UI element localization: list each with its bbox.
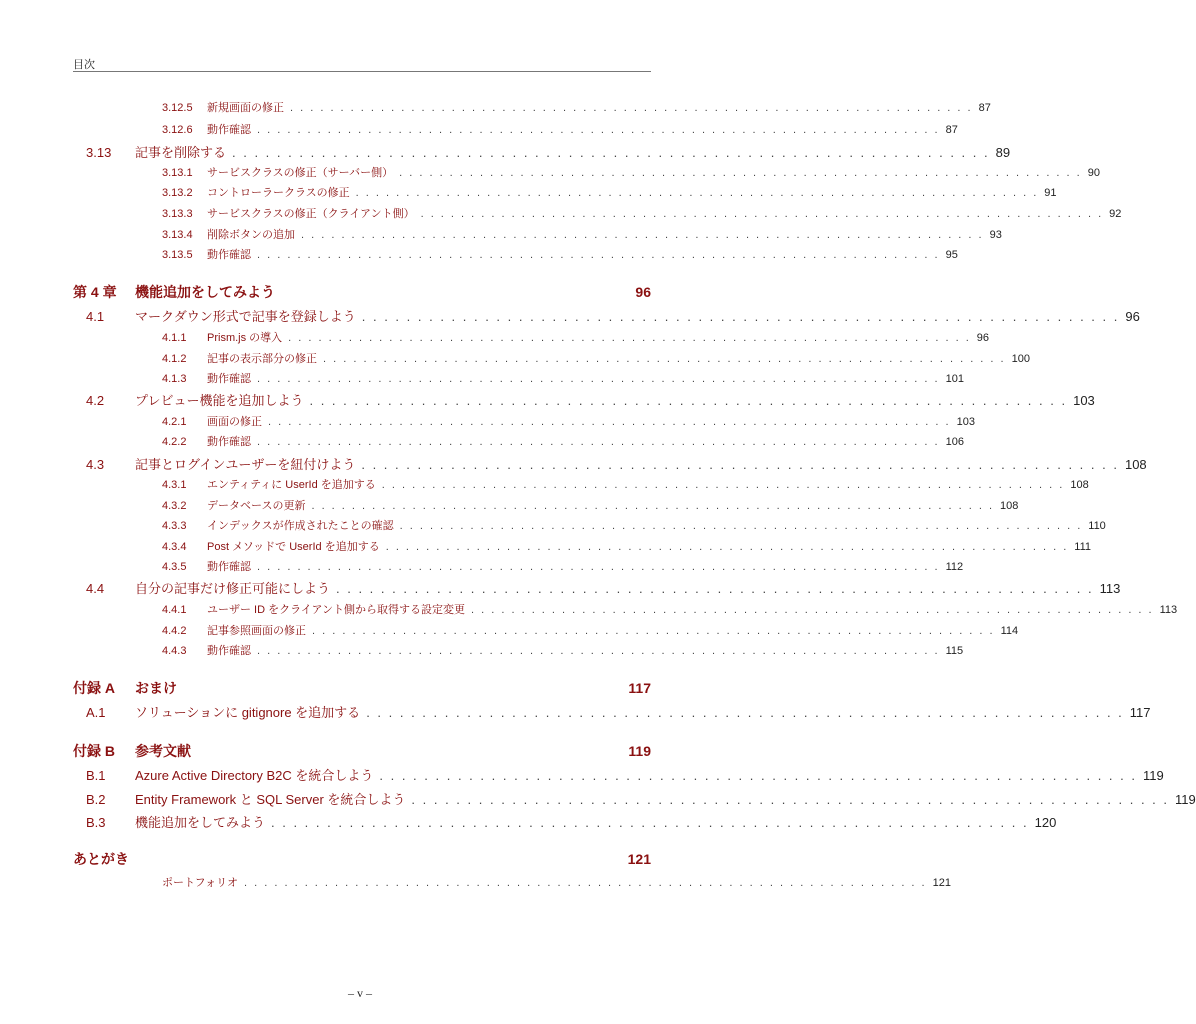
toc-entry[interactable] — [162, 558, 964, 574]
toc-page-number: 114 — [1000, 625, 1019, 637]
toc-page-number: 101 — [945, 373, 964, 385]
toc-number: 4.3.4 — [162, 541, 187, 553]
toc-title: Entity Framework と SQL Server を統合しよう — [135, 792, 406, 807]
toc-number: 付録 B — [73, 743, 115, 759]
toc-leader-dots: . . . . . . . . . . . . . . . . . . . . . . . . . . . . . . . . . . . . . . . . . . . . . . . . . . . . . . . . . . . . . . . . . . . . — [309, 393, 1068, 408]
toc-number: 3.12.6 — [162, 124, 193, 136]
toc-leader-dots: . . . . . . . . . . . . . . . . . . . . . . . . . . . . . . . . . . . . . . . . . . . . . . . . . . . . . . . . . . . . . . . . . . . . — [288, 332, 971, 344]
toc-number: 4.4 — [86, 581, 105, 596]
toc-entry[interactable] — [162, 413, 975, 429]
toc-title: データベースの更新 — [207, 500, 306, 512]
toc-title: おまけ — [135, 680, 177, 696]
toc-entry[interactable] — [162, 874, 951, 890]
toc-number: 3.12.5 — [162, 102, 193, 114]
toc-page-number: 90 — [1087, 167, 1100, 179]
toc-entry[interactable] — [162, 622, 1019, 638]
toc-leader-dots: . . . . . . . . . . . . . . . . . . . . . . . . . . . . . . . . . . . . . . . . . . . . . . . . . . . . . . . . . . . . . . . . . . . . — [399, 167, 1082, 179]
toc-entry[interactable] — [86, 812, 1057, 831]
toc-number: 3.13.3 — [162, 208, 193, 220]
toc-page-number: 103 — [1073, 393, 1095, 408]
toc-entry[interactable] — [162, 497, 1019, 513]
toc-entry[interactable] — [86, 142, 1011, 161]
toc-entry[interactable] — [86, 789, 1196, 808]
toc-entry[interactable] — [162, 601, 1178, 617]
toc-title: ソリューションに gitignore を追加する — [135, 705, 361, 720]
toc-number: 4.1 — [86, 309, 105, 324]
toc-title: 記事の表示部分の修正 — [207, 353, 317, 365]
toc-leader-dots: . . . . . . . . . . . . . . . . . . . . . . . . . . . . . . . . . . . . . . . . . . . . . . . . . . . . . . . . . . . . . . . . . . . . — [381, 479, 1065, 491]
toc-title: 参考文献 — [135, 743, 191, 759]
toc-leader-dots: . . . . . . . . . . . . . . . . . . . . . . . . . . . . . . . . . . . . . . . . . . . . . . . . . . . . . . . . . . . . . . . . . . . . — [312, 625, 995, 637]
toc-title: 動作確認 — [207, 561, 251, 573]
toc-leader-dots: . . . . . . . . . . . . . . . . . . . . . . . . . . . . . . . . . . . . . . . . . . . . . . . . . . . . . . . . . . . . . . . . . . . . — [257, 645, 940, 657]
toc-entry[interactable] — [162, 476, 1089, 492]
toc-number: 4.2.2 — [162, 436, 187, 448]
toc-leader-dots: . . . . . . . . . . . . . . . . . . . . . . . . . . . . . . . . . . . . . . . . . . . . . . . . . . . . . . . . . . . . . . . . . . . . — [420, 208, 1104, 220]
toc-number: 4.4.1 — [162, 604, 187, 616]
toc-entry[interactable] — [73, 849, 651, 869]
toc-number: 4.4.3 — [162, 645, 187, 657]
toc-leader-dots: . . . . . . . . . . . . . . . . . . . . . . . . . . . . . . . . . . . . . . . . . . . . . . . . . . . . . . . . . . . . . . . . . . . . — [257, 124, 940, 136]
toc-page-number: 108 — [1070, 479, 1089, 491]
toc-number: 4.3.2 — [162, 500, 187, 512]
toc-entry[interactable] — [162, 184, 1057, 200]
page-number: – v – — [348, 986, 372, 1000]
toc-title: 新規画面の修正 — [207, 102, 284, 114]
toc-page-number: 103 — [956, 416, 975, 428]
toc-title: エンティティに UserId を追加する — [207, 479, 376, 491]
toc-leader-dots: . . . . . . . . . . . . . . . . . . . . . . . . . . . . . . . . . . . . . . . . . . . . . . . . . . . . . . . . . . . . . . . . . . . . — [411, 792, 1170, 807]
toc-leader-dots: . . . . . . . . . . . . . . . . . . . . . . . . . . . . . . . . . . . . . . . . . . . . . . . . . . . . . . . . . . . . . . . . . . . . — [399, 520, 1083, 532]
toc-title: サービスクラスの修正（サーバー側） — [207, 167, 394, 179]
toc-title: 記事とログインユーザーを紐付けよう — [135, 457, 356, 472]
toc-page-number: 117 — [1129, 705, 1151, 720]
toc-number: 3.13.4 — [162, 229, 193, 241]
toc-page-number: 117 — [628, 680, 651, 696]
toc-page-number: 87 — [978, 102, 991, 114]
toc-number: B.1 — [86, 768, 106, 783]
toc-page-number: 108 — [1124, 457, 1147, 472]
toc-entry[interactable] — [73, 282, 651, 302]
toc-page-number: 113 — [1159, 604, 1178, 616]
toc-page-number: 111 — [1074, 541, 1092, 553]
toc-title: Prism.js の導入 — [207, 332, 283, 344]
toc-number: B.2 — [86, 792, 106, 807]
toc-leader-dots: . . . . . . . . . . . . . . . . . . . . . . . . . . . . . . . . . . . . . . . . . . . . . . . . . . . . . . . . . . . . . . . . . . . . — [355, 187, 1039, 199]
toc-entry[interactable] — [162, 205, 1122, 221]
toc-title: あとがき — [73, 851, 129, 867]
toc-title: 画面の修正 — [207, 416, 262, 428]
toc-page-number: 108 — [1000, 500, 1019, 512]
toc-page-number: 96 — [635, 284, 651, 300]
toc-entry[interactable] — [73, 678, 651, 698]
toc-page-number: 89 — [995, 145, 1011, 160]
toc-number: 4.1.3 — [162, 373, 187, 385]
toc-leader-dots: . . . . . . . . . . . . . . . . . . . . . . . . . . . . . . . . . . . . . . . . . . . . . . . . . . . . . . . . . . . . . . . . . . . . — [290, 102, 973, 114]
toc-leader-dots: . . . . . . . . . . . . . . . . . . . . . . . . . . . . . . . . . . . . . . . . . . . . . . . . . . . . . . . . . . . . . . . . . . . . — [366, 705, 1124, 720]
toc-page-number: 112 — [945, 561, 964, 573]
toc-number: 4.3.5 — [162, 561, 187, 573]
toc-title: Azure Active Directory B2C を統合しよう — [135, 768, 374, 783]
toc-entry[interactable] — [162, 517, 1106, 533]
toc-entry[interactable] — [162, 226, 1002, 242]
toc-title: 機能追加をしてみよう — [135, 815, 266, 830]
toc-entry[interactable] — [162, 350, 1030, 366]
toc-number: 4.3 — [86, 457, 105, 472]
toc-entry[interactable] — [73, 741, 651, 761]
toc-title: 記事を削除する — [135, 145, 227, 160]
toc-number: 3.13.5 — [162, 249, 193, 261]
toc-page-number: 119 — [628, 743, 651, 759]
toc-number: 3.13 — [86, 145, 112, 160]
toc-leader-dots: . . . . . . . . . . . . . . . . . . . . . . . . . . . . . . . . . . . . . . . . . . . . . . . . . . . . . . . . . . . . . . . . . . . . — [257, 249, 940, 261]
toc-page-number: 96 — [976, 332, 990, 344]
toc-number: 4.2.1 — [162, 416, 187, 428]
toc-entry[interactable] — [86, 702, 1151, 721]
toc-page-number: 119 — [1143, 768, 1164, 783]
toc-number: A.1 — [86, 705, 106, 720]
toc-entry[interactable] — [86, 578, 1121, 597]
toc-number: 4.1.2 — [162, 353, 187, 365]
toc-leader-dots: . . . . . . . . . . . . . . . . . . . . . . . . . . . . . . . . . . . . . . . . . . . . . . . . . . . . . . . . . . . . . . . . . . . . — [385, 541, 1069, 553]
toc-entry[interactable] — [86, 390, 1095, 409]
toc-title: 動作確認 — [207, 124, 251, 136]
toc-page-number: 113 — [1099, 581, 1121, 596]
toc-entry[interactable] — [162, 433, 964, 449]
toc-number: 4.4.2 — [162, 625, 187, 637]
toc-number: B.3 — [86, 815, 106, 830]
toc-title: プレビュー機能を追加しよう — [135, 393, 304, 408]
toc-entry[interactable] — [162, 99, 991, 115]
toc-leader-dots: . . . . . . . . . . . . . . . . . . . . . . . . . . . . . . . . . . . . . . . . . . . . . . . . . . . . . . . . . . . . . . . . . . . . — [379, 768, 1137, 783]
toc-number: 3.13.2 — [162, 187, 193, 199]
toc-leader-dots: . . . . . . . . . . . . . . . . . . . . . . . . . . . . . . . . . . . . . . . . . . . . . . . . . . . . . . . . . . . . . . . . . . . . — [257, 373, 940, 385]
toc-leader-dots: . . . . . . . . . . . . . . . . . . . . . . . . . . . . . . . . . . . . . . . . . . . . . . . . . . . . . . . . . . . . . . . . . . . . — [361, 309, 1120, 324]
toc-page-number: 96 — [1125, 309, 1140, 324]
toc-title: Post メソッドで UserId を追加する — [207, 541, 380, 553]
toc-number: 4.3.1 — [162, 479, 187, 491]
toc-leader-dots: . . . . . . . . . . . . . . . . . . . . . . . . . . . . . . . . . . . . . . . . . . . . . . . . . . . . . . . . . . . . . . . . . . . . — [301, 229, 984, 241]
toc-leader-dots: . . . . . . . . . . . . . . . . . . . . . . . . . . . . . . . . . . . . . . . . . . . . . . . . . . . . . . . . . . . . . . . . . . . . — [232, 145, 990, 160]
toc-title: コントローラークラスの修正 — [207, 187, 350, 199]
toc-page-number: 93 — [989, 229, 1002, 241]
toc-title: 記事参照画面の修正 — [207, 625, 306, 637]
toc-page-number: 121 — [932, 877, 951, 889]
toc-leader-dots: . . . . . . . . . . . . . . . . . . . . . . . . . . . . . . . . . . . . . . . . . . . . . . . . . . . . . . . . . . . . . . . . . . . . — [323, 353, 1006, 365]
toc-title: 動作確認 — [207, 249, 251, 261]
toc-leader-dots: . . . . . . . . . . . . . . . . . . . . . . . . . . . . . . . . . . . . . . . . . . . . . . . . . . . . . . . . . . . . . . . . . . . . — [361, 457, 1119, 472]
toc-page-number: 91 — [1044, 187, 1057, 199]
toc-page-number: 110 — [1088, 520, 1106, 532]
toc-title: サービスクラスの修正（クライアント側） — [207, 208, 415, 220]
toc-page-number: 95 — [945, 249, 958, 261]
toc-title: 機能追加をしてみよう — [135, 284, 275, 300]
toc-title: ユーザー ID をクライアント側から取得する設定変更 — [207, 604, 466, 616]
toc-entry[interactable] — [162, 246, 958, 262]
toc-leader-dots: . . . . . . . . . . . . . . . . . . . . . . . . . . . . . . . . . . . . . . . . . . . . . . . . . . . . . . . . . . . . . . . . . . . . — [271, 815, 1029, 830]
toc-page-number: 121 — [627, 851, 651, 867]
toc-title: 自分の記事だけ修正可能にしよう — [135, 581, 331, 596]
toc-title: マークダウン形式で記事を登録しよう — [135, 309, 356, 324]
toc-title: インデックスが作成されたことの確認 — [207, 520, 394, 532]
toc-number: 3.13.1 — [162, 167, 193, 179]
toc-entry[interactable] — [86, 765, 1164, 784]
toc-leader-dots: . . . . . . . . . . . . . . . . . . . . . . . . . . . . . . . . . . . . . . . . . . . . . . . . . . . . . . . . . . . . . . . . . . . . — [268, 416, 951, 428]
toc-number: 付録 A — [73, 680, 115, 696]
toc-entry[interactable] — [86, 454, 1147, 473]
toc-page-number: 87 — [945, 124, 958, 136]
toc-leader-dots: . . . . . . . . . . . . . . . . . . . . . . . . . . . . . . . . . . . . . . . . . . . . . . . . . . . . . . . . . . . . . . . . . . . . — [336, 581, 1094, 596]
toc-title: 動作確認 — [207, 436, 251, 448]
toc-page-number: 115 — [945, 645, 964, 657]
toc-leader-dots: . . . . . . . . . . . . . . . . . . . . . . . . . . . . . . . . . . . . . . . . . . . . . . . . . . . . . . . . . . . . . . . . . . . . — [311, 500, 995, 512]
toc-entry[interactable] — [162, 329, 990, 345]
toc-number: 第 4 章 — [73, 284, 117, 300]
toc-leader-dots: . . . . . . . . . . . . . . . . . . . . . . . . . . . . . . . . . . . . . . . . . . . . . . . . . . . . . . . . . . . . . . . . . . . . — [471, 604, 1154, 616]
toc-title: ポートフォリオ — [162, 877, 239, 889]
toc-entry[interactable] — [162, 164, 1100, 180]
toc-entry[interactable] — [162, 370, 964, 386]
toc-entry[interactable] — [86, 306, 1140, 325]
toc-leader-dots: . . . . . . . . . . . . . . . . . . . . . . . . . . . . . . . . . . . . . . . . . . . . . . . . . . . . . . . . . . . . . . . . . . . . — [244, 877, 927, 889]
running-header: 目次 — [73, 59, 95, 71]
toc-title: 削除ボタンの追加 — [207, 229, 295, 241]
toc-number: 4.2 — [86, 393, 105, 408]
toc-page-number: 120 — [1034, 815, 1057, 830]
toc-leader-dots: . . . . . . . . . . . . . . . . . . . . . . . . . . . . . . . . . . . . . . . . . . . . . . . . . . . . . . . . . . . . . . . . . . . . — [257, 436, 940, 448]
toc-page-number: 92 — [1109, 208, 1122, 220]
toc-page-number: 119 — [1175, 792, 1196, 807]
toc-page-number: 106 — [945, 436, 964, 448]
toc-page-number: 100 — [1011, 353, 1030, 365]
toc-entry[interactable] — [162, 538, 1092, 554]
toc-entry[interactable] — [162, 642, 964, 658]
toc-number: 4.1.1 — [162, 332, 187, 344]
toc-title: 動作確認 — [207, 645, 251, 657]
toc-entry[interactable] — [162, 121, 958, 137]
toc-leader-dots: . . . . . . . . . . . . . . . . . . . . . . . . . . . . . . . . . . . . . . . . . . . . . . . . . . . . . . . . . . . . . . . . . . . . — [257, 561, 940, 573]
toc-number: 4.3.3 — [162, 520, 187, 532]
toc-title: 動作確認 — [207, 373, 251, 385]
